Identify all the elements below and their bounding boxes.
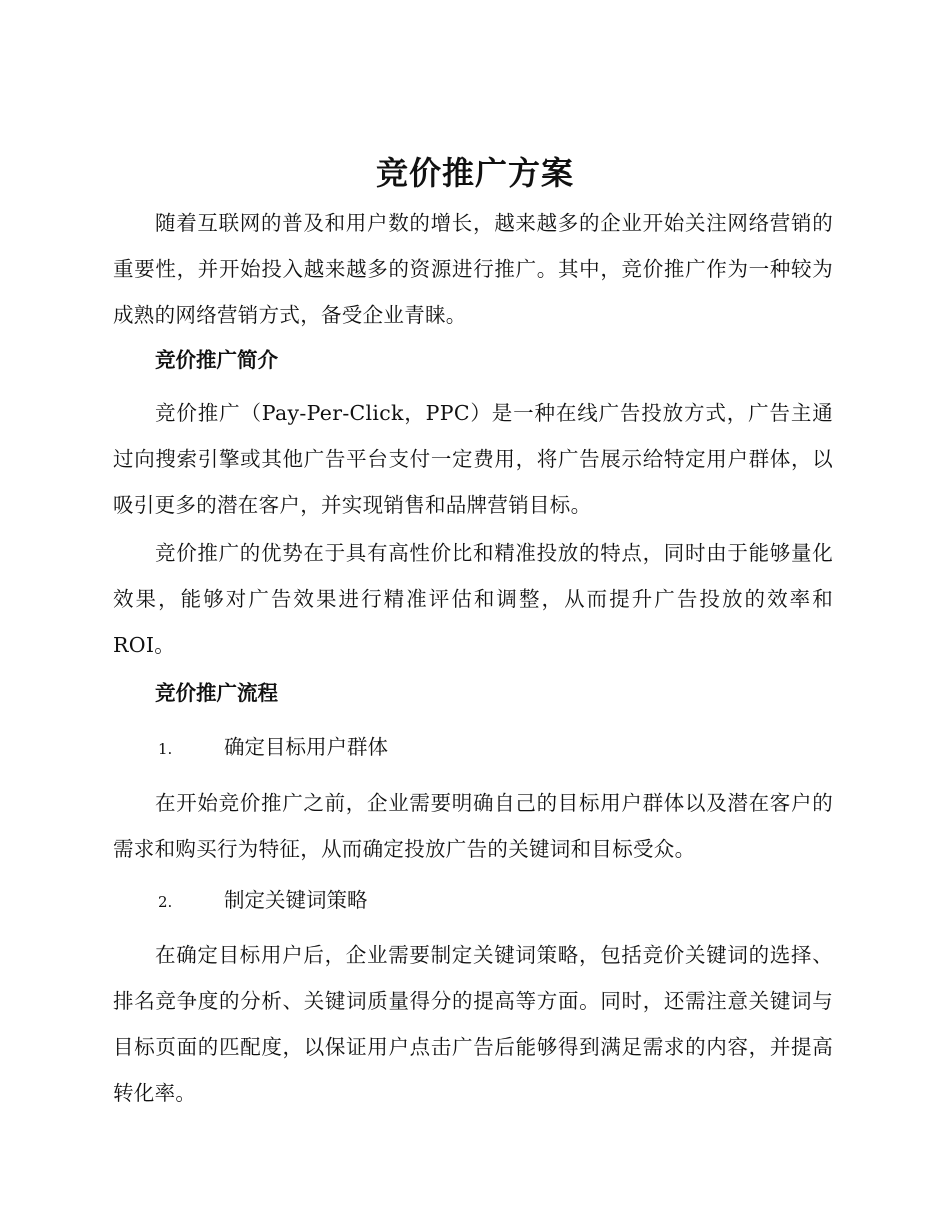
- item2-paragraph-block: [113, 932, 833, 1116]
- section1-paragraph-2: 竞价推广的优势在于具有高性价比和精准投放的特点，同时由于能够量化效果，能够对广告效果进行精准评估和调整，从而提升广告投放的效率和ROI。: [113, 541, 833, 657]
- list-item-2: [158, 877, 758, 925]
- section1-paragraph-1: 竞价推广（Pay-Per-Click，PPC）是一种在线广告投放方式，广告主通过向搜索引擎或其他广告平台支付一定费用，将广告展示给特定用户群体，以吸引更多的潜在客户，并实现销售和品牌营销目标。: [113, 401, 833, 517]
- item1-paragraph-block: [113, 780, 833, 872]
- section1-paragraph1-block: [113, 390, 833, 528]
- list-item-2-label: 制定关键词策略: [224, 888, 368, 912]
- list-item-2-number: 2.: [158, 893, 173, 911]
- document-title: 竞价推广方案: [375, 154, 574, 192]
- intro-paragraph: 随着互联网的普及和用户数的增长，越来越多的企业开始关注网络营销的重要性，并开始投入越来越多的资源进行推广。其中，竞价推广作为一种较为成熟的网络营销方式，备受企业青睐。: [113, 211, 833, 327]
- section-heading-intro: 竞价推广简介: [155, 348, 278, 372]
- list-item-1: [158, 724, 758, 772]
- item2-paragraph: 在确定目标用户后，企业需要制定关键词策略，包括竞价关键词的选择、排名竞争度的分析、关键词质量得分的提高等方面。同时，还需注意关键词与目标页面的匹配度，以保证用户点击广告后能够得到满足需求的内容，并提高转化率。: [113, 943, 833, 1105]
- section-heading-process: 竞价推广流程: [155, 681, 278, 705]
- section1-paragraph2-block: [113, 530, 833, 668]
- list-item-1-label: 确定目标用户群体: [224, 735, 388, 759]
- intro-paragraph-block: [113, 200, 833, 338]
- item1-paragraph: 在开始竞价推广之前，企业需要明确自己的目标用户群体以及潜在客户的需求和购买行为特征，从而确定投放广告的关键词和目标受众。: [113, 791, 833, 861]
- list-item-1-number: 1.: [158, 740, 173, 758]
